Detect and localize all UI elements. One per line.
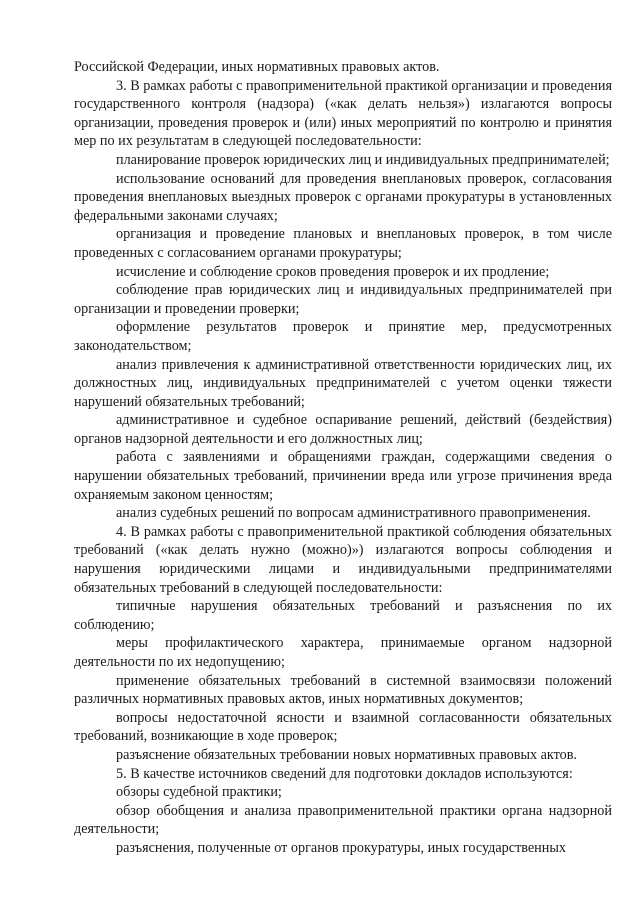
paragraph-17: разъяснение обязательных требовании новых нормативных правовых актов. [116,746,577,763]
paragraph-18: 5. В качестве источников сведений для подготовки докладов используются: [116,765,573,782]
paragraph-14: меры профилактического характера, принимаемые органом надзорной деятельности по их недопущению; [74,635,612,670]
paragraph-15: применение обязательных требований в системной взаимосвязи положений различных нормативных правовых актов, иных нормативных документов; [74,672,612,708]
paragraph-5: исчисление и соблюдение сроков проведения проверок и их продление; [116,263,550,280]
paragraph-10: работа с заявлениями и обращениями граждан, содержащими сведения о нарушении обязательных требований, причинении вреда или угрозе причинения вреда охраняемым законом ценностям; [74,449,612,503]
paragraph-9: административное и судебное оспаривание решений, действий (бездействия) органов надзорной деятельности и его должностных лиц; [74,412,612,447]
paragraph-6: соблюдение прав юридических лиц и индивидуальных предпринимателей при организации и проведении проверки; [74,282,612,317]
document-page [74,58,612,858]
paragraph-13: типичные нарушения обязательных требований и разъяснения по их соблюдению; [74,598,612,633]
paragraph-8: анализ привлечения к административной ответственности юридических лиц, их должностных лиц, индивидуальных предпринимателей с учетом оценки тяжести нарушений обязательных требований; [74,356,612,410]
paragraph-7: оформление результатов проверок и принятие мер, предусмотренных законодательством; [74,319,612,354]
paragraph-4: организация и проведение плановых и внеплановых проверок, в том числе проведенных с согласованием органами прокуратуры; [74,226,612,261]
paragraph-1: 3. В рамках работы с правоприменительной практикой организации и проведения государственного контроля (надзора) («как делать нельзя») излагаются вопросы организации, проведения проверок и (или) иных мероприятий по контролю и принятия мер по их результатам в следующей последовательности: [74,77,612,150]
paragraph-3: использование оснований для проведения внеплановых проверок, согласования проведения внеплановых выездных проверок с органами прокуратуры в установленных федеральными законами случаях; [74,170,612,224]
paragraph-11: анализ судебных решений по вопросам административного правоприменения. [116,505,591,522]
paragraph-2: планирование проверок юридических лиц и индивидуальных предпринимателей; [116,151,610,168]
paragraph-0: Российской Федерации, иных нормативных правовых актов. [74,59,440,75]
paragraph-16: вопросы недостаточной ясности и взаимной согласованности обязательных требований, возникающие в ходе проверок; [74,709,612,745]
paragraph-21: разъяснения, полученные от органов прокуратуры, иных государственных [116,839,566,856]
paragraph-12: 4. В рамках работы с правоприменительной практикой соблюдения обязательных требований («как делать нужно (можно)») излагаются вопросы соблюдения и нарушения юридическими лицами и индивидуальными предпринимателями обязательных требований в следующей последовательности: [74,523,612,596]
paragraph-20: обзор обобщения и анализа правоприменительной практики органа надзорной деятельности; [74,802,612,838]
paragraph-19: обзоры судебной практики; [116,784,282,801]
